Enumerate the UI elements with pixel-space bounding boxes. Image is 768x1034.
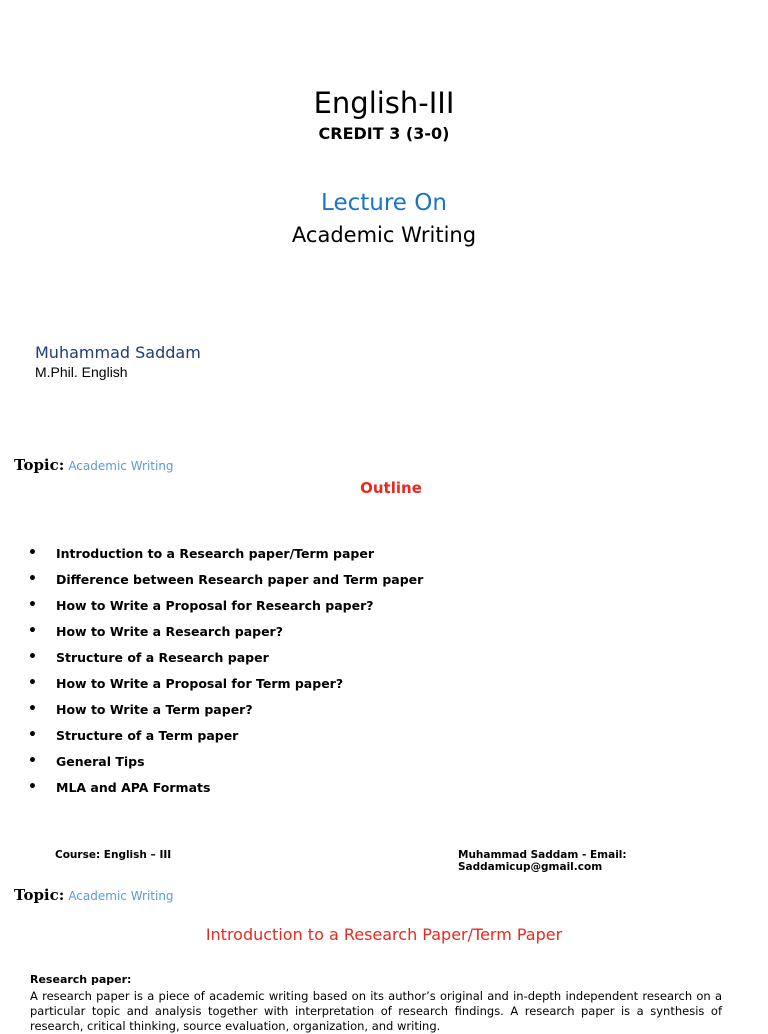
bullet-icon: • — [28, 597, 37, 613]
outline-item — [28, 753, 423, 779]
bullet-icon: • — [28, 545, 37, 561]
topic-label: Topic: — [14, 886, 65, 904]
bullet-icon: • — [28, 779, 37, 795]
topic-row-2 — [14, 886, 174, 904]
intro-heading: Introduction to a Research Paper/Term Paper — [205, 925, 563, 944]
outline-item-text: How to Write a Research paper? — [56, 624, 283, 639]
footer-contact: Muhammad Saddam - Email: Saddamicup@gmail.com — [458, 849, 627, 873]
outline-item — [28, 727, 423, 753]
outline-item-text: How to Write a Proposal for Research paper? — [56, 598, 374, 613]
bullet-icon: • — [28, 675, 37, 691]
credit-hours: CREDIT 3 (3-0) — [318, 124, 450, 143]
outline-item-text: Introduction to a Research paper/Term paper — [56, 546, 375, 561]
topic-row — [14, 456, 174, 474]
bullet-icon: • — [28, 623, 37, 639]
bullet-icon: • — [28, 753, 37, 769]
outline-list — [28, 545, 423, 805]
outline-item-text: Structure of a Term paper — [56, 728, 239, 743]
outline-item — [28, 571, 423, 597]
outline-title: Outline — [360, 479, 422, 497]
outline-item — [28, 545, 423, 571]
topic-label: Topic: — [14, 456, 65, 474]
topic-value: Academic Writing — [68, 889, 174, 903]
outline-item — [28, 597, 423, 623]
outline-item-text: MLA and APA Formats — [56, 780, 211, 795]
outline-item — [28, 649, 423, 675]
topic-value: Academic Writing — [68, 459, 174, 473]
research-paper-label: Research paper: — [30, 973, 132, 986]
bullet-icon: • — [28, 571, 37, 587]
bullet-icon: • — [28, 701, 37, 717]
outline-item — [28, 701, 423, 727]
outline-item-text: How to Write a Proposal for Term paper? — [56, 676, 344, 691]
bullet-icon: • — [28, 727, 37, 743]
outline-item-text: How to Write a Term paper? — [56, 702, 253, 717]
document-title: English-III — [313, 86, 455, 120]
outline-item-text: Difference between Research paper and Term paper — [56, 572, 424, 587]
outline-item-text: Structure of a Research paper — [56, 650, 269, 665]
lecture-heading: Lecture On — [321, 190, 447, 216]
footer-course: Course: English – III — [55, 849, 172, 861]
outline-item-text: General Tips — [56, 754, 145, 769]
author-degree: M.Phil. English — [35, 364, 128, 380]
author-name: Muhammad Saddam — [35, 343, 201, 362]
lecture-topic: Academic Writing — [291, 223, 477, 247]
outline-item — [28, 779, 423, 805]
bullet-icon: • — [28, 649, 37, 665]
outline-item — [28, 675, 423, 701]
research-paper-text: A research paper is a piece of academic writing based on its author’s original and in-depth independent research on a particular topic and analysis together with interpretation of research findings. A research paper is a synthesis of research, critical thinking, source evaluation, organization, and writing. — [30, 989, 722, 1033]
outline-item — [28, 623, 423, 649]
